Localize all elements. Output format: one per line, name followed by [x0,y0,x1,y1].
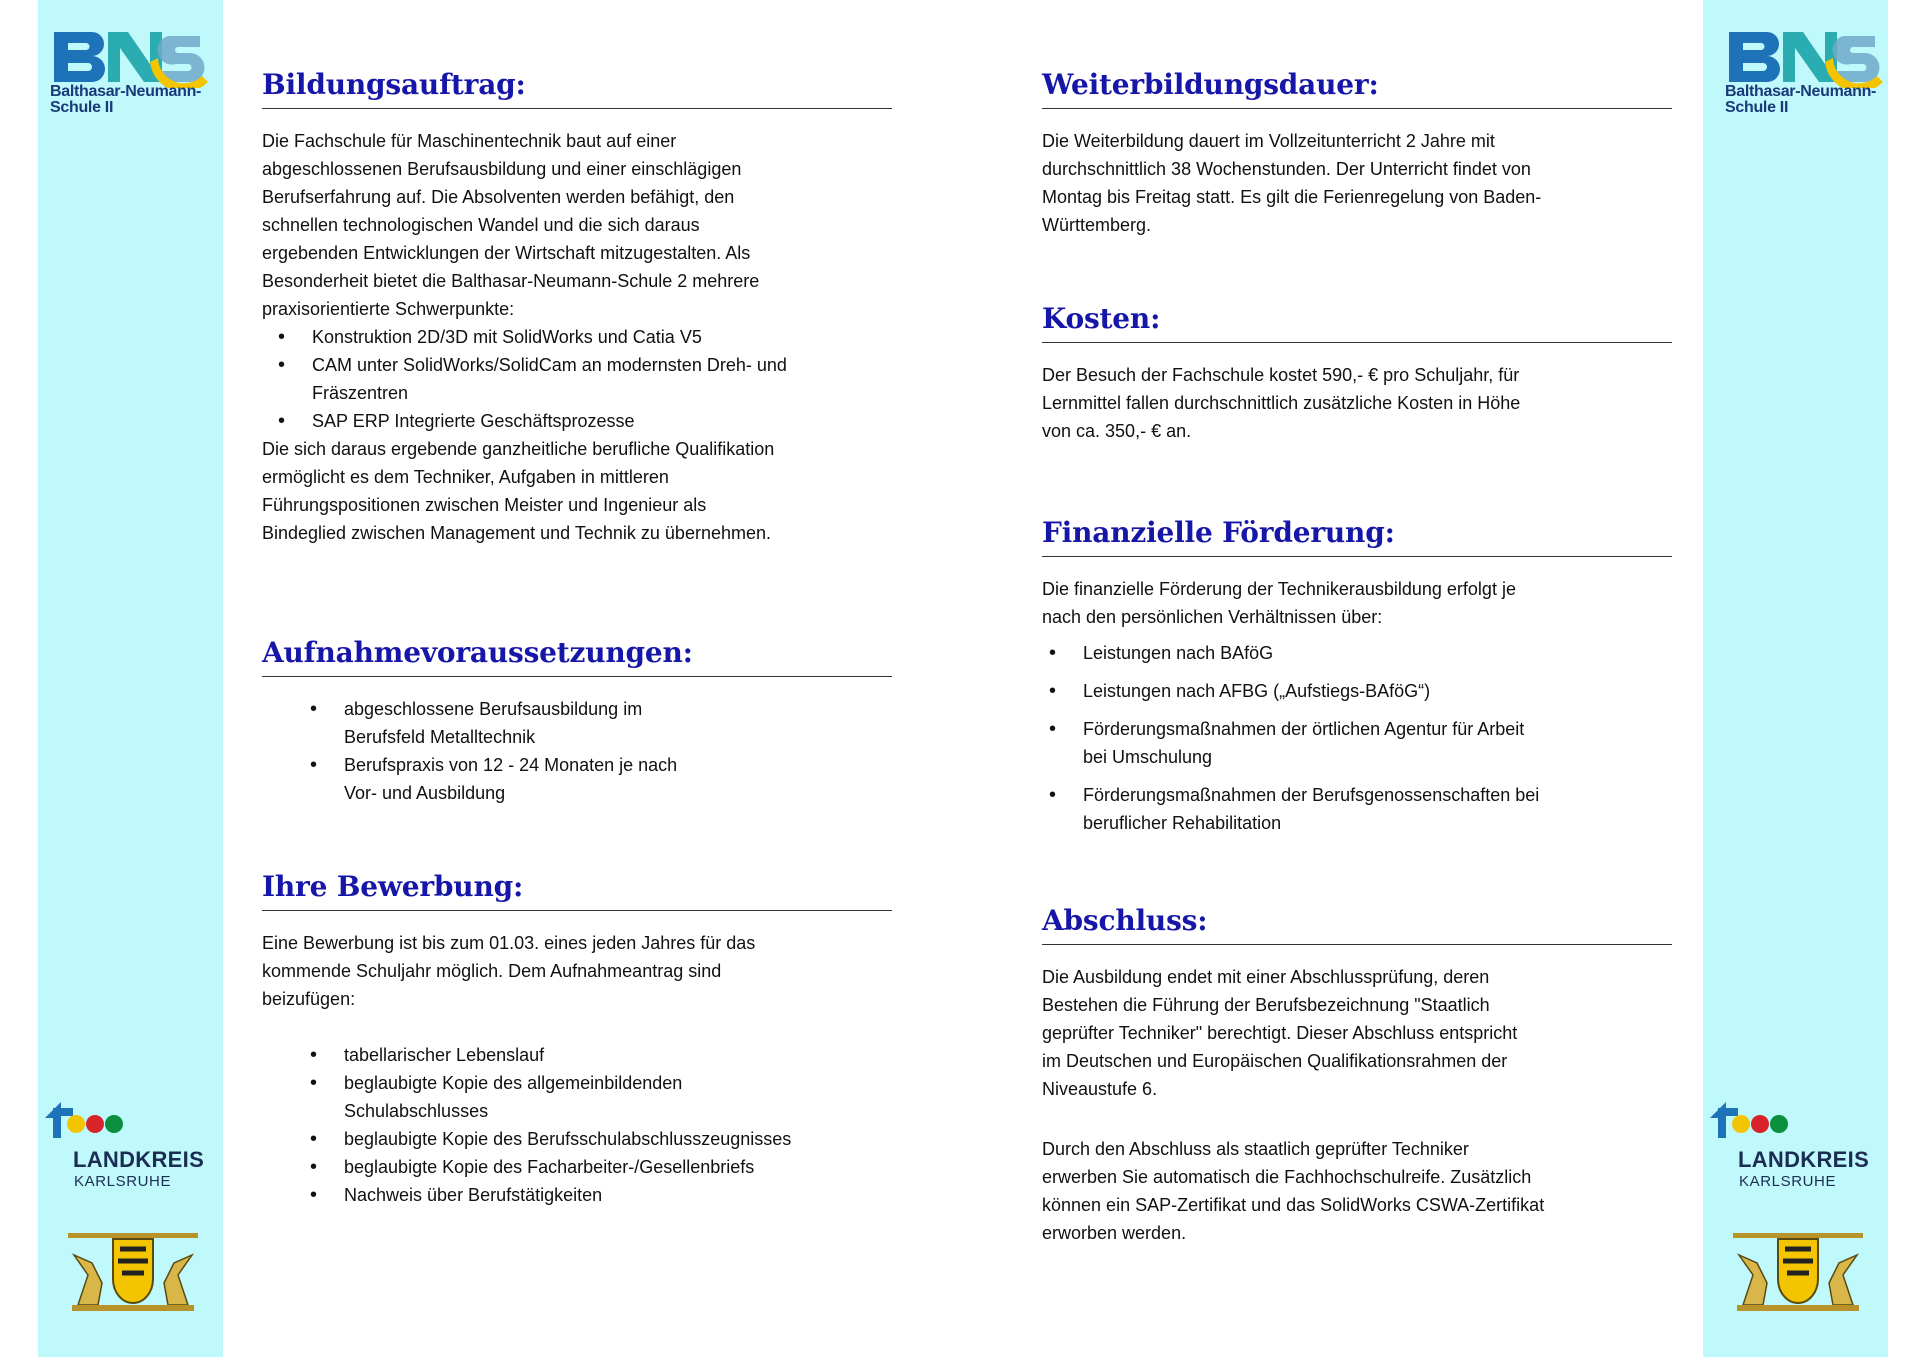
coat-of-arms-icon [58,1225,208,1315]
coat-of-arms-right [1723,1225,1873,1320]
section-aufnahmevoraussetzungen [262,636,892,807]
bns-logo-icon [1725,28,1885,88]
landkreis-emblem-icon [1708,1100,1808,1148]
section-title: Finanzielle Förderung: [1042,516,1672,557]
paragraph-line: Die finanzielle Förderung der Technikerausbildung erfolgt je [1042,579,1516,599]
paragraph-line: Die Fachschule für Maschinentechnik baut auf einer [262,131,677,151]
list-item: • CAM unter SolidWorks/SolidCam an modernsten Dreh- und Fräszentren [312,351,892,407]
bns-logo-icon [50,28,210,88]
section-title: Aufnahmevoraussetzungen: [262,636,892,677]
paragraph-line: schnellen technologischen Wandel und die sich daraus [262,215,700,235]
landkreis-name: LANDKREIS [1738,1147,1870,1172]
focus-list [312,323,892,435]
paragraph-line: kommende Schuljahr möglich. Dem Aufnahmeantrag sind [262,961,722,981]
landkreis-subtitle: KARLSRUHE [1739,1173,1837,1190]
paragraph-line: durchschnittlich 38 Wochenstunden. Der Unterricht findet von [1042,159,1531,179]
logo-caption: Balthasar-Neumann- Schule II [1725,83,1877,116]
paragraph-line: nach den persönlichen Verhältnissen über: [1042,607,1383,627]
bns-logo [50,28,215,116]
list-item: • Förderungsmaßnahmen der Berufsgenossenschaften bei beruflicher Rehabilitation [1083,781,1672,837]
paragraph-line: erwerben Sie automatisch die Fachhochschulreife. Zusätzlich [1042,1167,1532,1187]
paragraph-line: Berufserfahrung auf. Die Absolventen werden befähigt, den [262,187,735,207]
section-abschluss [1042,904,1672,1247]
requirements-list [344,695,892,807]
documents-list [344,1041,892,1209]
section-title: Kosten: [1042,302,1672,343]
funding-list [1083,639,1672,837]
paragraph-line: Führungspositionen zwischen Meister und Ingenieur als [262,495,707,515]
paragraph-line: Eine Bewerbung ist bis zum 01.03. eines jeden Jahres für das [262,933,756,953]
section-title: Bildungsauftrag: [262,68,892,109]
list-item: • beglaubigte Kopie des Facharbeiter-/Gesellenbriefs [344,1153,892,1181]
section-finanzielle-foerderung [1042,516,1672,837]
right-side-strip [1703,0,1888,1357]
paragraph-line: Montag bis Freitag statt. Es gilt die Ferienregelung von Baden- [1042,187,1542,207]
paragraph-line: Besonderheit bietet die Balthasar-Neumann-Schule 2 mehrere [262,271,760,291]
paragraph-line: Die Weiterbildung dauert im Vollzeitunterricht 2 Jahre mit [1042,131,1495,151]
section-bildungsauftrag [262,68,892,547]
paragraph-line: im Deutschen und Europäischen Qualifikationsrahmen der [1042,1051,1508,1071]
landkreis-name: LANDKREIS [73,1147,205,1172]
list-item: • beglaubigte Kopie des allgemeinbildenden Schulabschlusses [344,1069,892,1125]
paragraph-line: abgeschlossenen Berufsausbildung und einer einschlägigen [262,159,742,179]
paragraph-line: Niveaustufe 6. [1042,1079,1158,1099]
section-weiterbildungsdauer [1042,68,1672,239]
logo-caption: Balthasar-Neumann- Schule II [50,83,202,116]
section-title: Weiterbildungsdauer: [1042,68,1672,109]
section-kosten [1042,302,1672,445]
landkreis-emblem-icon [43,1100,143,1148]
list-item: • abgeschlossene Berufsausbildung im Berufsfeld Metalltechnik [344,695,892,751]
paragraph-line: von ca. 350,- € an. [1042,421,1192,441]
paragraph-line: Bindeglied zwischen Management und Technik zu übernehmen. [262,523,771,543]
left-side-strip [38,0,223,1357]
paragraph-line: Die sich daraus ergebende ganzheitliche berufliche Qualifikation [262,439,775,459]
paragraph-line: beizufügen: [262,989,356,1009]
paragraph-line: Lernmittel fallen durchschnittlich zusätzliche Kosten in Höhe [1042,393,1521,413]
paragraph-line: geprüfter Techniker" berechtigt. Dieser Abschluss entspricht [1042,1023,1518,1043]
list-item: • Berufspraxis von 12 - 24 Monaten je nach Vor- und Ausbildung [344,751,892,807]
paragraph-line: erworben werden. [1042,1223,1187,1243]
paragraph-line: Der Besuch der Fachschule kostet 590,- € pro Schuljahr, für [1042,365,1520,385]
section-bewerbung [262,870,892,1209]
section-title: Ihre Bewerbung: [262,870,892,911]
landkreis-subtitle: KARLSRUHE [74,1173,172,1190]
list-item: • tabellarischer Lebenslauf [344,1041,892,1069]
landkreis-logo-right [1708,1100,1883,1190]
paragraph-line: Württemberg. [1042,215,1152,235]
list-item: • beglaubigte Kopie des Berufsschulabschlusszeugnisses [344,1125,892,1153]
landkreis-logo [43,1100,218,1190]
section-title: Abschluss: [1042,904,1672,945]
bns-logo-right [1725,28,1890,116]
paragraph-line: praxisorientierte Schwerpunkte: [262,299,515,319]
paragraph-line: können ein SAP-Zertifikat und das SolidWorks CSWA-Zertifikat [1042,1195,1545,1215]
paragraph-line: ergebenden Entwicklungen der Wirtschaft mitzugestalten. Als [262,243,751,263]
coat-of-arms [58,1225,208,1320]
coat-of-arms-icon [1723,1225,1873,1315]
list-item: • Konstruktion 2D/3D mit SolidWorks und Catia V5 [312,323,892,351]
paragraph-line: Durch den Abschluss als staatlich geprüfter Techniker [1042,1139,1469,1159]
paragraph-line: ermöglicht es dem Techniker, Aufgaben in mittleren [262,467,669,487]
list-item: • Leistungen nach AFBG („Aufstiegs-BAföG“) [1083,677,1672,705]
list-item: • Nachweis über Berufstätigkeiten [344,1181,892,1209]
paragraph-line: Die Ausbildung endet mit einer Abschlussprüfung, deren [1042,967,1490,987]
paragraph-line: Bestehen die Führung der Berufsbezeichnung "Staatlich [1042,995,1490,1015]
list-item: • Leistungen nach BAföG [1083,639,1672,667]
list-item: • Förderungsmaßnahmen der örtlichen Agentur für Arbeit bei Umschulung [1083,715,1672,771]
list-item: • SAP ERP Integrierte Geschäftsprozesse [312,407,892,435]
